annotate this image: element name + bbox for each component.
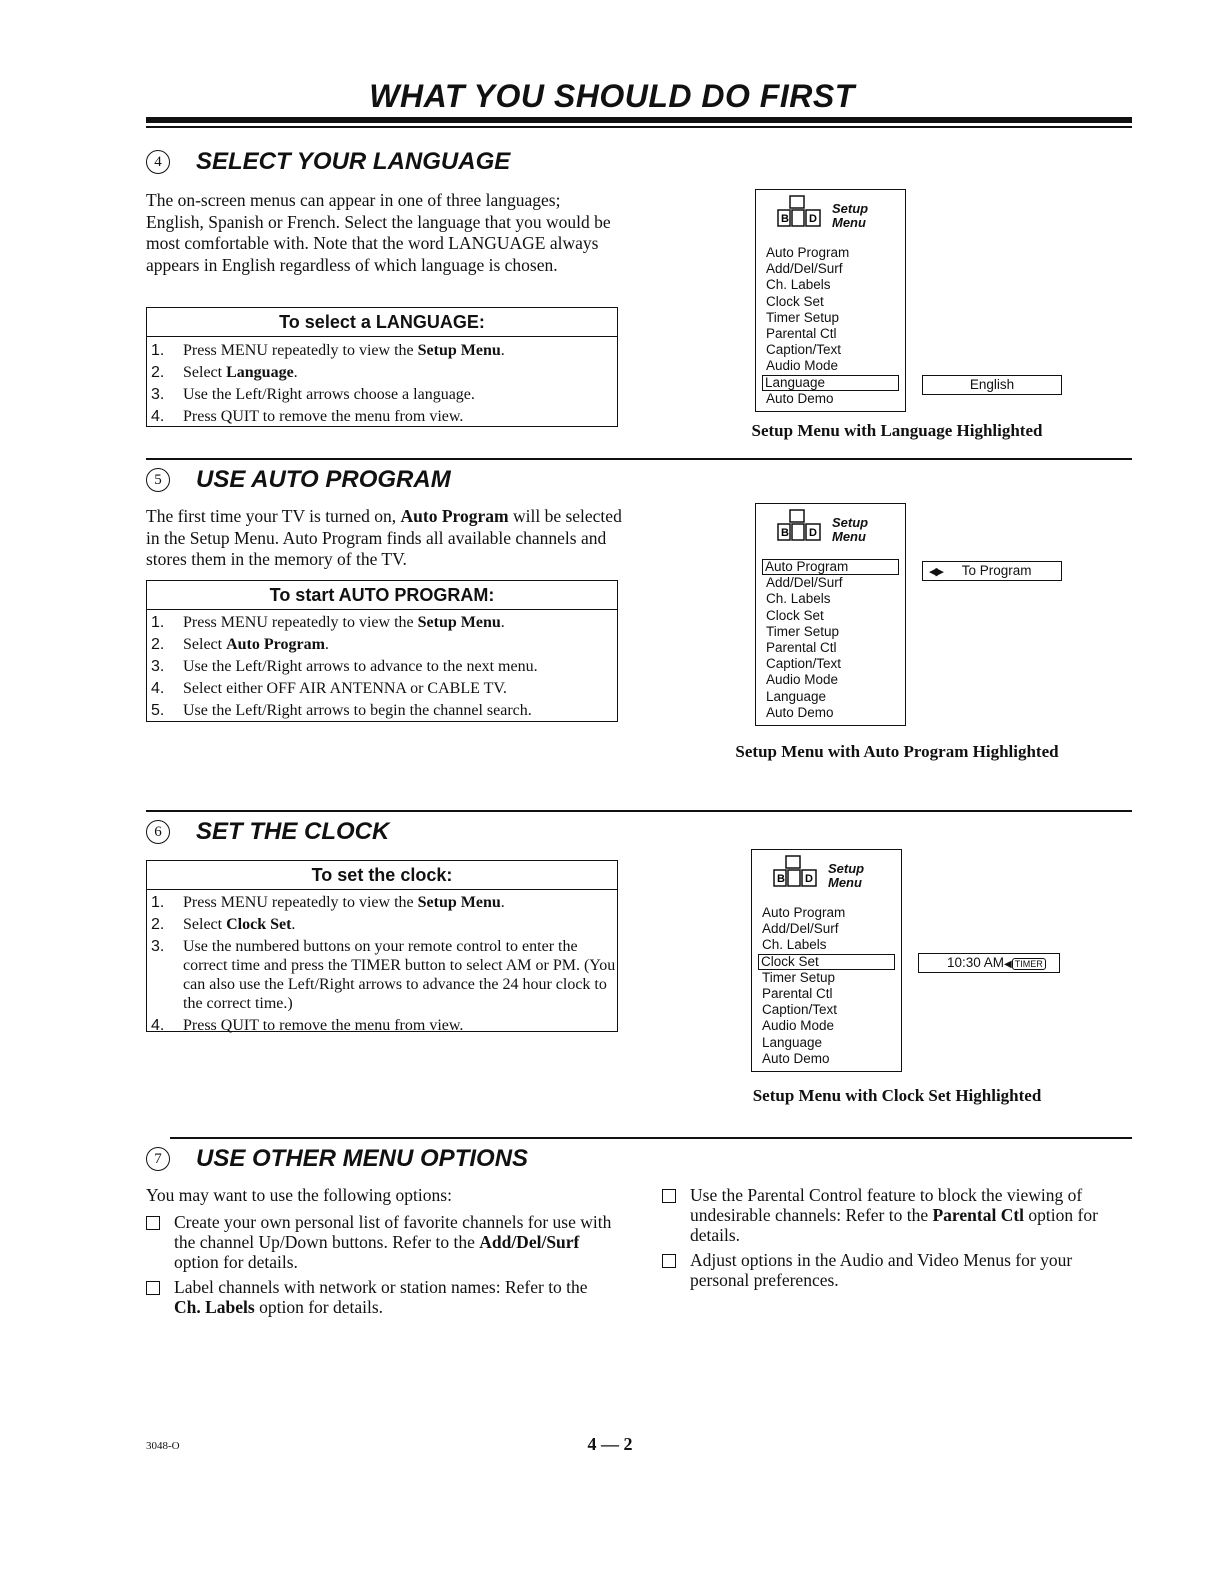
box-title: To select a LANGUAGE: <box>147 308 617 337</box>
step-item <box>147 635 617 654</box>
svg-text:D: D <box>809 213 817 225</box>
menu-item: Caption/Text <box>762 1002 838 1018</box>
menu-item: Clock Set <box>766 293 824 309</box>
bullet-text-part: option for details. <box>254 1297 384 1317</box>
bullet-text-bold: Add/Del/Surf <box>479 1232 580 1252</box>
clock-option-value: 10:30 AM <box>947 955 1005 970</box>
clock-option-box <box>918 953 1060 973</box>
step-number: 5. <box>151 702 165 719</box>
menu-item: Language <box>762 1034 823 1050</box>
menu-item: Auto Program <box>762 905 846 920</box>
section-number: 7 <box>146 1147 170 1171</box>
step-item <box>147 679 617 698</box>
menu-item: Ch. Labels <box>766 277 831 293</box>
language-option-value: English <box>969 377 1015 392</box>
tv-setup-icon <box>776 194 826 234</box>
step-text-part: Select either OFF AIR ANTENNA or CABLE TV. <box>183 680 507 697</box>
step-text <box>183 635 617 654</box>
other-bullets-right <box>662 1185 1132 1295</box>
step-text-part: Select <box>183 916 227 933</box>
menu-list <box>756 559 905 721</box>
bullet-item <box>662 1185 1132 1245</box>
step-item <box>147 701 617 720</box>
steps-list <box>147 610 617 720</box>
section-autoprogram-heading <box>146 466 451 494</box>
menu-title-1: Setup <box>828 861 865 876</box>
menu-item: Audio Mode <box>766 672 839 688</box>
steps-list <box>147 337 617 426</box>
menu-item: Auto Demo <box>762 1050 830 1066</box>
step-item <box>147 893 617 912</box>
menu-item: Auto Program <box>766 245 850 260</box>
menu-item: Auto Program <box>762 559 899 575</box>
checkbox-bullet-icon <box>662 1189 676 1203</box>
page-title: WHAT YOU SHOULD DO FIRST <box>369 78 855 114</box>
step-number: 3. <box>151 658 165 675</box>
tv-setup-icon <box>776 508 826 548</box>
bullet-text <box>174 1212 618 1272</box>
menu-header <box>752 850 901 905</box>
step-number: 4. <box>151 680 165 697</box>
step-number: 1. <box>151 614 165 631</box>
menu-item: Timer Setup <box>762 969 836 985</box>
section-divider <box>170 1137 1132 1139</box>
steps-list <box>147 890 617 1035</box>
checkbox-bullet-icon <box>662 1254 676 1268</box>
section-number: 4 <box>146 150 170 174</box>
step-text <box>183 613 617 632</box>
menu-item: Ch. Labels <box>762 937 827 953</box>
bullet-item <box>146 1212 618 1272</box>
step-number: 4. <box>151 408 165 425</box>
checkbox-bullet-icon <box>146 1281 160 1295</box>
step-text-part: . <box>500 342 505 359</box>
menu-item: Timer Setup <box>766 623 840 639</box>
para-bold: Auto Program <box>400 506 509 526</box>
step-text <box>183 893 617 912</box>
menu-item: Language <box>762 375 899 391</box>
svg-text:D: D <box>805 873 813 885</box>
step-text-part: . <box>500 894 505 911</box>
bullet-text-part: option for details. <box>690 1205 1098 1245</box>
menu-item: Language <box>766 688 827 704</box>
language-paragraph: The on-screen menus can appear in one of three languages; English, Spanish or French. Select the language that you would be most comfortable with. Note that the word LANGUAGE always appears in English regardless of which language is chosen. <box>146 190 611 275</box>
step-text-part: . <box>500 614 505 631</box>
title-rule <box>146 117 1132 123</box>
section-language-heading <box>146 148 510 176</box>
section-title: SELECT YOUR LANGUAGE <box>196 148 511 175</box>
section-title: SET THE CLOCK <box>196 818 390 845</box>
step-number: 1. <box>151 894 165 911</box>
clock-steps-box <box>146 860 618 1032</box>
step-text-part: Press MENU repeatedly to view the <box>183 894 418 911</box>
bullet-item <box>662 1250 1132 1290</box>
step-text-part: . <box>293 364 298 381</box>
step-text-part: . <box>324 636 329 653</box>
section-divider <box>146 810 1132 812</box>
title-rule-thin <box>146 126 1132 128</box>
step-text-part: Use the Left/Right arrows choose a language. <box>183 386 475 403</box>
svg-text:B: B <box>781 527 789 539</box>
step-item <box>147 363 617 382</box>
setup-menu-clock <box>751 849 902 1072</box>
menu-item: Caption/Text <box>766 342 842 358</box>
step-number: 2. <box>151 916 165 933</box>
step-text-part: Press QUIT to remove the menu from view. <box>183 408 464 425</box>
menu-item: Add/Del/Surf <box>766 261 843 277</box>
step-number: 4. <box>151 1017 165 1034</box>
bullet-text-part: Use the Parental Control feature to block the viewing of undesirable channels: Refer to the <box>690 1185 1083 1225</box>
other-intro: You may want to use the following options: <box>146 1185 452 1205</box>
step-item <box>147 1016 617 1035</box>
menu-title-1: Setup <box>832 515 869 530</box>
section-title: USE AUTO PROGRAM <box>196 466 451 493</box>
section-divider <box>146 458 1132 460</box>
step-item <box>147 657 617 676</box>
menu-item: Parental Ctl <box>766 325 837 341</box>
svg-text:B: B <box>777 873 785 885</box>
step-number: 3. <box>151 938 165 955</box>
menu-title-2: Menu <box>832 529 866 544</box>
bullet-text-bold: Parental Ctl <box>932 1205 1025 1225</box>
step-item <box>147 613 617 632</box>
step-item <box>147 385 617 404</box>
step-item <box>147 341 617 360</box>
doc-code: 3048-O <box>146 1440 180 1452</box>
step-text-bold: Setup Menu <box>417 342 501 359</box>
step-text-bold: Language <box>226 364 294 381</box>
bullet-text-part: Create your own personal list of favorite channels for use with the channel Up/Down buttons. Refer to the <box>174 1212 612 1252</box>
box-title: To start AUTO PROGRAM: <box>147 581 617 610</box>
other-bullets-left <box>146 1212 618 1322</box>
menu-title-2: Menu <box>828 875 862 890</box>
step-text-part: Use the Left/Right arrows to advance to the next menu. <box>183 658 538 675</box>
step-text <box>183 385 617 404</box>
step-text-part: Select <box>183 636 227 653</box>
step-text <box>183 341 617 360</box>
checkbox-bullet-icon <box>146 1216 160 1230</box>
para-text: will be selected in the Setup Menu. Auto Program finds all available channels and stores them in the memory of the TV. <box>146 506 622 569</box>
language-steps-box <box>146 307 618 427</box>
step-text-part: Press MENU repeatedly to view the <box>183 342 418 359</box>
setup-menu-autoprogram <box>755 503 906 726</box>
step-number: 1. <box>151 342 165 359</box>
step-text <box>183 701 617 720</box>
bullet-item <box>146 1277 618 1317</box>
language-caption: Setup Menu with Language Highlighted <box>751 421 1043 440</box>
tv-setup-icon <box>772 854 822 894</box>
box-title: To set the clock: <box>147 861 617 890</box>
step-item <box>147 937 617 1013</box>
step-text <box>183 937 617 1013</box>
menu-item: Add/Del/Surf <box>762 921 839 937</box>
autoprogram-option-value: To Program <box>961 563 1032 578</box>
section-other-heading <box>146 1145 528 1173</box>
svg-text:B: B <box>781 213 789 225</box>
bullet-text-part: Label channels with network or station names: Refer to the <box>174 1277 588 1297</box>
step-text-part: Use the Left/Right arrows to begin the channel search. <box>183 702 532 719</box>
left-arrow-icon: ◀ <box>1004 959 1012 970</box>
section-number: 5 <box>146 468 170 492</box>
menu-item: Ch. Labels <box>766 591 831 607</box>
step-text <box>183 915 617 934</box>
step-item <box>147 915 617 934</box>
menu-item: Auto Demo <box>766 704 834 720</box>
step-item <box>147 407 617 426</box>
para-text: The first time your TV is turned on, <box>146 506 401 526</box>
menu-item: Clock Set <box>758 954 895 970</box>
menu-list <box>756 245 905 407</box>
step-text-bold: Clock Set <box>226 916 292 933</box>
language-option-box <box>922 375 1062 395</box>
step-text-part: Use the numbered buttons on your remote control to enter the correct time and press the TIMER button to select AM or PM. (You can also use the Left/Right arrows to advance the 24 hour clock to the correct time.) <box>183 938 616 1012</box>
autoprogram-caption: Setup Menu with Auto Program Highlighted <box>735 742 1059 761</box>
bullet-text-part: option for details. <box>174 1252 298 1272</box>
menu-item: Parental Ctl <box>762 985 833 1001</box>
svg-text:D: D <box>809 527 817 539</box>
autoprogram-paragraph <box>146 506 626 571</box>
section-number: 6 <box>146 820 170 844</box>
autoprogram-option-box <box>922 561 1062 581</box>
menu-item: Audio Mode <box>762 1018 835 1034</box>
menu-item: Clock Set <box>766 607 824 623</box>
step-number: 2. <box>151 364 165 381</box>
timer-badge: TIMER <box>1012 958 1046 970</box>
clock-caption: Setup Menu with Clock Set Highlighted <box>752 1086 1042 1105</box>
step-text <box>183 1016 617 1035</box>
menu-item: Timer Setup <box>766 309 840 325</box>
bullet-text <box>690 1250 1132 1290</box>
step-text-bold: Setup Menu <box>417 894 501 911</box>
step-text-part: . <box>291 916 296 933</box>
step-text-bold: Auto Program <box>226 636 325 653</box>
bullet-text <box>690 1185 1132 1245</box>
bullet-text-part: Adjust options in the Audio and Video Menus for your personal preferences. <box>690 1250 1073 1290</box>
autoprogram-steps-box <box>146 580 618 722</box>
step-text <box>183 407 617 426</box>
menu-header <box>756 190 905 245</box>
step-text <box>183 679 617 698</box>
bullet-text-bold: Ch. Labels <box>174 1297 255 1317</box>
menu-item: Add/Del/Surf <box>766 575 843 591</box>
bullet-text <box>174 1277 618 1317</box>
step-text-part: Select <box>183 364 227 381</box>
menu-item: Audio Mode <box>766 358 839 374</box>
step-number: 3. <box>151 386 165 403</box>
menu-item: Parental Ctl <box>766 639 837 655</box>
step-text <box>183 657 617 676</box>
section-title: USE OTHER MENU OPTIONS <box>196 1145 529 1172</box>
menu-list <box>752 905 901 1067</box>
step-text-bold: Setup Menu <box>417 614 501 631</box>
menu-item: Auto Demo <box>766 390 834 406</box>
step-text <box>183 363 617 382</box>
step-number: 2. <box>151 636 165 653</box>
page-number: 4 — 2 <box>587 1434 633 1454</box>
menu-title-1: Setup <box>832 201 869 216</box>
step-text-part: Press MENU repeatedly to view the <box>183 614 418 631</box>
menu-header <box>756 504 905 559</box>
section-clock-heading <box>146 818 389 846</box>
setup-menu-language <box>755 189 906 412</box>
left-right-arrows-icon: ◀▶ <box>929 566 942 578</box>
menu-title-2: Menu <box>832 215 866 230</box>
menu-item: Caption/Text <box>766 656 842 672</box>
step-text-part: Press QUIT to remove the menu from view. <box>183 1017 464 1034</box>
